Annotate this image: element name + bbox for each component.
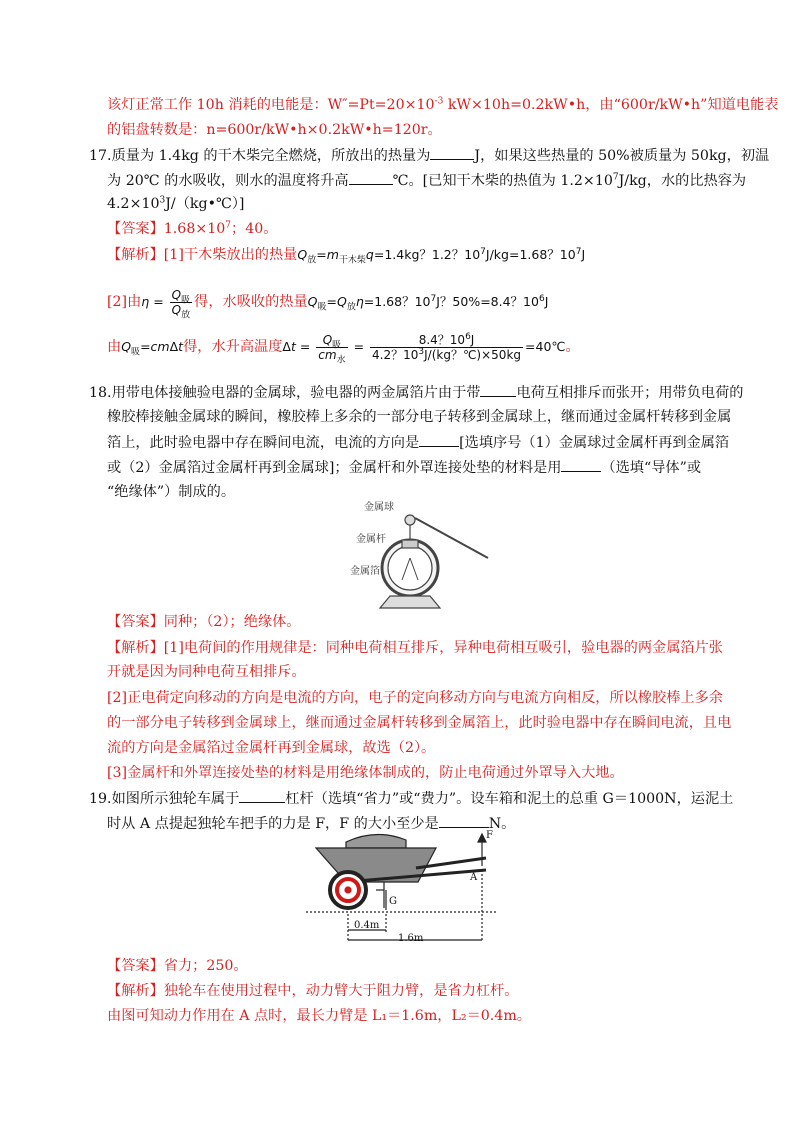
explanation-tag: 【解析】 bbox=[107, 983, 164, 999]
answer-tag: 【答案】 bbox=[107, 614, 164, 630]
q19-answer: 【答案】省力；250。 bbox=[107, 958, 248, 974]
metal-ball-shape bbox=[405, 515, 415, 525]
wheelbarrow-figure bbox=[306, 830, 496, 950]
figure-label-distance-0.4m: 0.4m bbox=[354, 920, 380, 931]
q19-blank-2 bbox=[439, 813, 489, 828]
q18-stem-line-1: 18.用带电体接触验电器的金属球，验电器的两金属箔片由于带 电荷互相排斥而张开；用带负电荷的 bbox=[89, 382, 743, 403]
q19-explanation-1: 【解析】独轮车在使用过程中，动力臂大于阻力臂，是省力杠杆。 bbox=[107, 983, 519, 999]
q18-number: 18. bbox=[89, 385, 112, 401]
q18-stem-line-3: 箔上，此时验电器中存在瞬间电流，电流的方向是 [选填序号（1）金属球过金属杆再到金属箔 bbox=[107, 432, 729, 453]
q17-explanation-2: [2]由η = $\frac{Q_吸}{Q_放}$ 得，水吸收的热量$Q_吸=Q_放\eta=1.68$？$10^7J$？50%=8.4？$10^6J$ bbox=[107, 288, 549, 321]
efficiency-fraction: $\frac{Q_吸}{Q_放}$ bbox=[171, 288, 191, 321]
q17-answer: 【答案】$1.68\times 10^7$；40。 bbox=[107, 220, 278, 237]
figure-label-distance-1.6m: 1.6m bbox=[398, 933, 424, 944]
q19-number: 19. bbox=[89, 791, 112, 807]
q18-stem-line-4: 或（2）金属箔过金属杆再到金属球]；金属杆和外罩连接处垫的材料是用 （选填“导体”或 bbox=[107, 457, 701, 478]
q18-stem-line-2: 橡胶棒接触金属球的瞬间，橡胶棒上多余的一部分电子转移到金属球上，继而通过金属杆转移到金属 bbox=[107, 409, 732, 425]
q18-explanation-2b: 的一部分电子转移到金属球上，继而通过金属杆转移到金属箔上，此时验电器中存在瞬间电流，且电 bbox=[107, 715, 732, 731]
electroscope-figure bbox=[340, 500, 500, 610]
q19-blank-1 bbox=[239, 788, 285, 803]
q17-number: 17. bbox=[89, 148, 112, 164]
q17-blank-1 bbox=[430, 145, 474, 160]
q18-blank-3 bbox=[561, 457, 601, 472]
answer-tag: 【答案】 bbox=[107, 221, 164, 237]
q18-blank-2 bbox=[419, 432, 459, 447]
q18-blank-1 bbox=[480, 382, 516, 397]
q16-explanation-line-2: 的铝盘转数是：n=600r/kW•h×0.2kW•h=120r。 bbox=[107, 122, 442, 138]
figure-label-metal-foil: 金属箔 bbox=[350, 566, 380, 577]
q17-stem-line-2: 为 20℃ 的水吸收，则水的温度将升高 ℃。[已知干木柴的热值为 $1.2\times 10^7J/kg$，水的比热容为 bbox=[107, 170, 746, 191]
q17-stem-line-3: $4.2\times 10^3J/(kg•℃)$] bbox=[107, 195, 245, 212]
temp-rise-fraction-symbolic: $\frac{Q_吸}{cm_水}$ bbox=[318, 333, 346, 366]
q17-explanation-1: 【解析】[1]干木柴放出的热量$Q_放=m_{干木柴}q=1.4kg$？1.2？$10^7J/kg=1.68$？$10^7J$ bbox=[107, 246, 586, 266]
q18-explanation-3: [3]金属杆和外罩连接处垫的材料是用绝缘体制成的，防止电荷通过外罩导入大地。 bbox=[107, 765, 624, 781]
temp-rise-fraction-numeric: $\frac{8.4?10^6J}{4.2?10^3J/(kg?℃)\times 50kg}$ bbox=[372, 332, 522, 362]
figure-label-metal-ball: 金属球 bbox=[364, 502, 394, 513]
q16-explanation-line-1: 该灯正常工作 10h 消耗的电能是：$W''=Pt=20\times 10^{-3}$ kW×10h=0.2kW•h，由“600r/kW•h”知道电能表 bbox=[107, 96, 779, 113]
answer-tag: 【答案】 bbox=[107, 958, 164, 974]
q18-explanation-2c: 流的方向是金属箔过金属杆再到金属球，故选（2）。 bbox=[107, 740, 436, 756]
explanation-tag: 【解析】 bbox=[107, 247, 164, 263]
q18-explanation-1a: 【解析】[1]电荷间的作用规律是：同种电荷相互排斥，异种电荷相互吸引，验电器的两金属箔片张 bbox=[107, 640, 723, 656]
explanation-tag: 【解析】 bbox=[107, 640, 164, 656]
q18-stem-line-5: “绝缘体”）制成的。 bbox=[107, 484, 236, 500]
q18-explanation-1b: 开就是因为同种电荷互相排斥。 bbox=[107, 664, 306, 680]
figure-label-metal-rod: 金属杆 bbox=[356, 534, 386, 545]
q19-stem-line-2: 时从 A 点提起独轮车把手的力是 F，F 的大小至少是 N。 bbox=[107, 813, 515, 834]
soil-load-shape bbox=[346, 834, 406, 848]
figure-label-weight-G: G bbox=[389, 896, 397, 907]
q18-explanation-2a: [2]正电荷定向移动的方向是电流的方向，电子的定向移动方向与电流方向相反，所以橡胶棒上多余 bbox=[107, 690, 723, 706]
figure-label-point-A: A bbox=[470, 872, 478, 883]
q17-blank-2 bbox=[349, 170, 393, 185]
q17-explanation-3: 由$Q_吸=cm\Delta t$得，水升高温度Δt = $\frac{Q_吸}{cm_水}$ = $\frac{8.4?10^6J}{4.2?10^3J/(kg?℃)\times 50kg}$ =40℃。 bbox=[107, 332, 580, 366]
q19-stem-line-1: 19.如图所示独轮车属于 杠杆（选填“省力”或“费力”。设车箱和泥土的总重 G＝1000N，运泥土 bbox=[89, 788, 733, 809]
figure-label-force-F: F bbox=[486, 830, 493, 841]
q18-answer: 【答案】同种；（2）；绝缘体。 bbox=[107, 614, 301, 630]
q17-stem-line-1: 17.质量为 1.4kg 的干木柴完全燃烧，所放出的热量为 J，如果这些热量的 50%被质量为 50kg，初温 bbox=[89, 145, 769, 166]
q19-explanation-2: 由图可知动力作用在 A 点时，最长力臂是 L₁＝1.6m，L₂＝0.4m。 bbox=[107, 1008, 531, 1024]
